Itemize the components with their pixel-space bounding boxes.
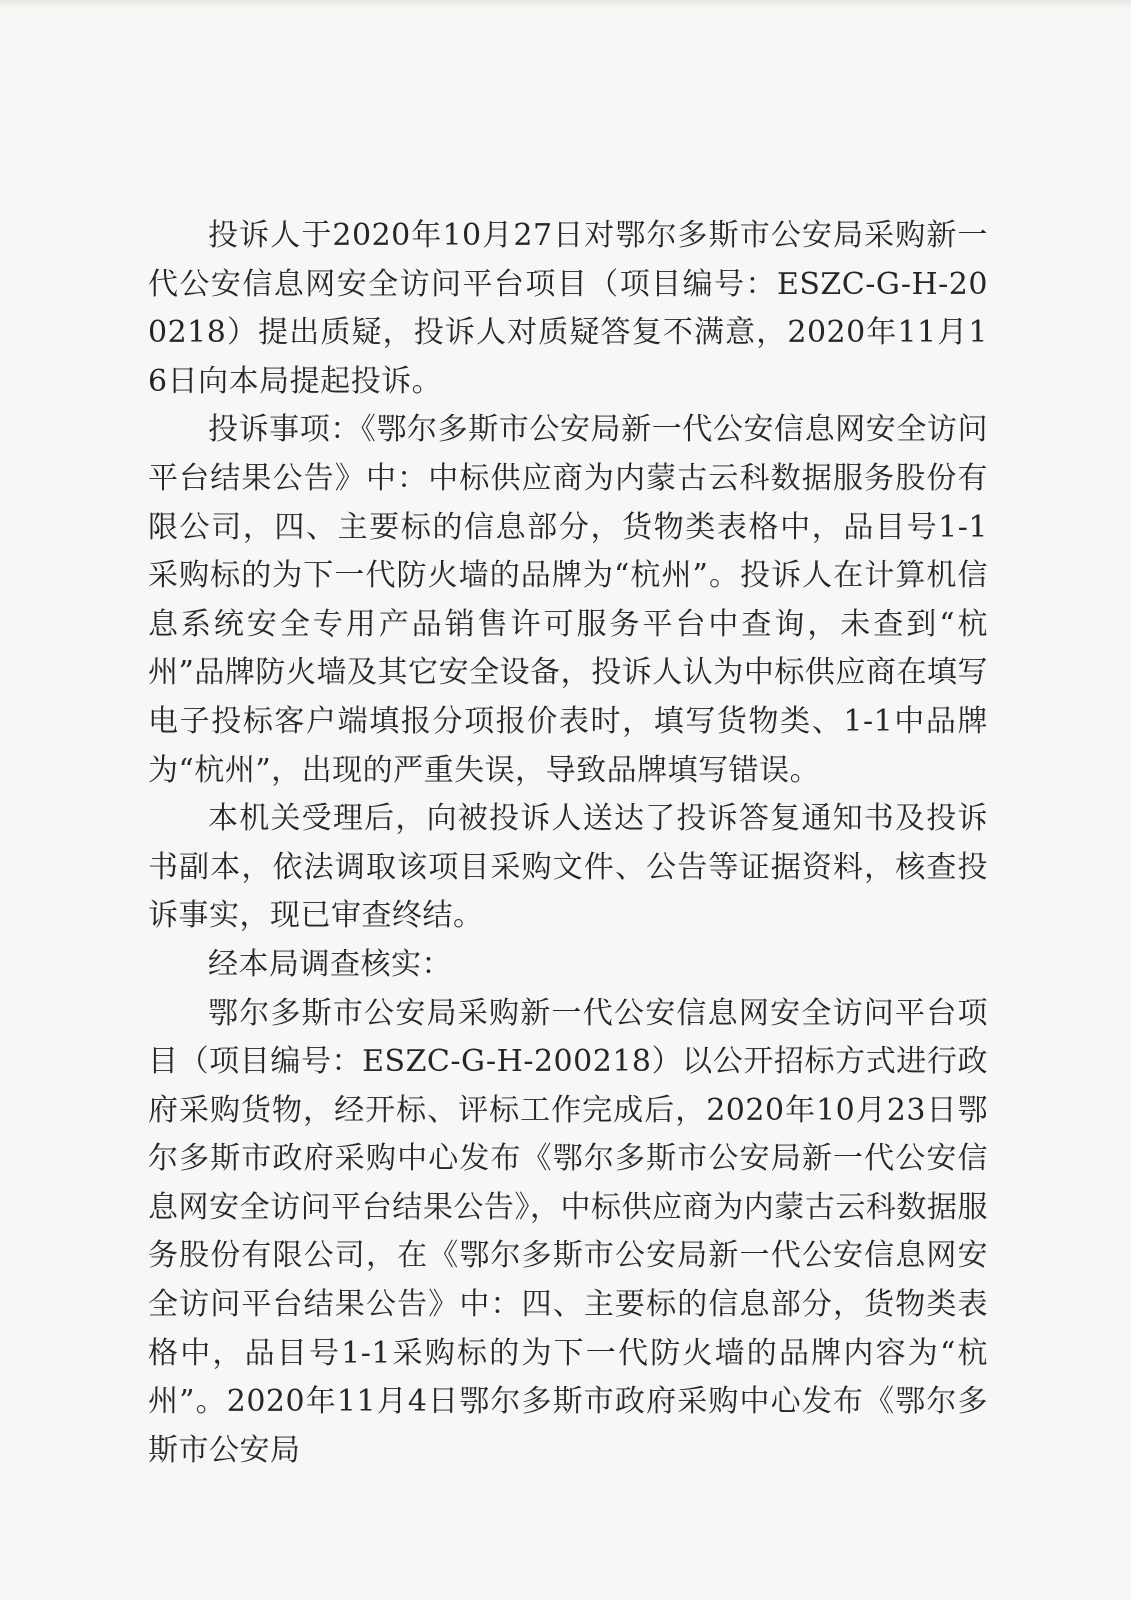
paragraph-complaint-matters: 投诉事项：《鄂尔多斯市公安局新一代公安信息网安全访问平台结果公告》中：中标供应商为内蒙古云科数据服务股份有限公司，四、主要标的信息部分，货物类表格中，品目号1-1采购标的为下一代防火墙的品牌为“杭州”。投诉人在计算机信息系统安全专用产品销售许可服务平台中查询，未查到“杭州”品牌防火墙及其它安全设备，投诉人认为中标供应商在填写电子投标客户端填报分项报价表时，填写货物类、1-1中品牌为“杭州”，出现的严重失误，导致品牌填写错误。 <box>148 412 988 788</box>
paragraph-investigation-findings: 鄂尔多斯市公安局采购新一代公安信息网安全访问平台项目（项目编号：ESZC-G-H-200218）以公开招标方式进行政府采购货物，经开标、评标工作完成后，2020年10月23日鄂尔多斯市政府采购中心发布《鄂尔多斯市公安局新一代公安信息网安全访问平台结果公告》，中标供应商为内蒙古云科数据服务股份有限公司，在《鄂尔多斯市公安局新一代公安信息网安全访问平台结果公告》中：四、主要标的信息部分，货物类表格中，品目号1-1采购标的为下一代防火墙的品牌内容为“杭州”。2020年11月4日鄂尔多斯市政府采购中心发布《鄂尔多斯市公安局 <box>148 995 988 1468</box>
paragraph-complaint-background: 投诉人于2020年10月27日对鄂尔多斯市公安局采购新一代公安信息网安全访问平台项目（项目编号：ESZC-G-H-200218）提出质疑，投诉人对质疑答复不满意，2020年11月16日向本局提起投诉。 <box>148 218 988 399</box>
scan-edge-shading <box>0 0 1131 8</box>
paragraph-investigation-heading: 经本局调查核实： <box>208 946 452 982</box>
paragraph-acceptance: 本机关受理后，向被投诉人送达了投诉答复通知书及投诉书副本，依法调取该项目采购文件、公告等证据资料，核查投诉事实，现已审查终结。 <box>148 801 988 934</box>
document-body <box>148 212 988 1475</box>
